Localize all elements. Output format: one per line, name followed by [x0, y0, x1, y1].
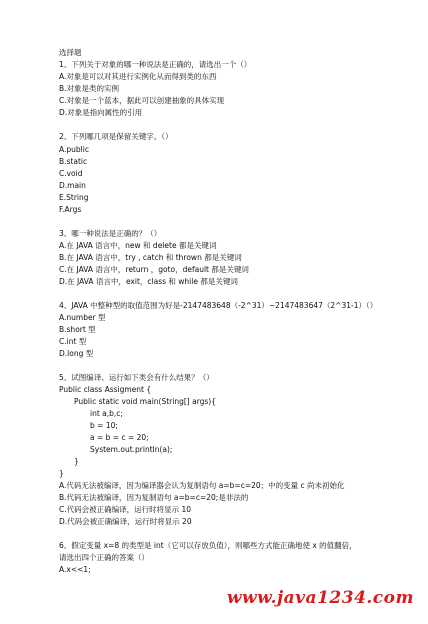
question-6-continued: 请选出四个正确的答案（） [59, 553, 149, 562]
option-line: C.对象是一个蓝本，据此可以创建抽象的具体实现 [59, 96, 225, 105]
watermark-logo: www.java1234.com [226, 588, 414, 608]
code-line: Public class Assigment { [59, 385, 152, 394]
code-line: a = b = c = 20; [90, 433, 149, 442]
code-line: System.out.println(a); [90, 445, 173, 454]
option-line: D.对象是指向属性的引用 [59, 108, 143, 117]
option-line: D.main [59, 181, 86, 190]
option-line: A.public [59, 145, 89, 154]
code-line: Public static void main(String[] args){ [74, 397, 217, 406]
option-line: B.在 JAVA 语言中，try , catch 和 thrown 都是关键词 [59, 253, 242, 262]
question-2: 2、下列哪几项是保留关键字。（） [59, 132, 173, 141]
option-line: D.代码会被正确编译，运行时将显示 20 [59, 517, 192, 526]
option-line: B.对象是类的实例 [59, 84, 120, 93]
option-line: C.在 JAVA 语言中，return ，goto，default 都是关键词 [59, 265, 249, 274]
option-line: E.String [59, 193, 89, 202]
option-line: B.代码无法被编译，因为复制语句 a=b=c=20;是非法的 [59, 493, 249, 502]
option-line: F.Args [59, 205, 82, 214]
option-line: A.在 JAVA 语言中，new 和 delete 都是关键词 [59, 241, 217, 250]
code-line: } [59, 469, 64, 478]
question-1: 1、下列关于对象的哪一种说法是正确的，请选出一个（） [59, 60, 252, 69]
option-line: A.x<<1; [59, 565, 91, 574]
section-heading: 选择题 [59, 48, 82, 57]
question-6: 6、假定变量 x=8 的类型是 int（它可以存放负值），则哪些方式能正确地使 x 的值翻倍， [59, 541, 357, 550]
option-line: C.代码会被正确编译，运行时将显示 10 [59, 505, 192, 514]
option-line: B.short 型 [59, 325, 96, 334]
option-line: C.int 型 [59, 337, 87, 346]
option-line: A.number 型 [59, 313, 106, 322]
question-3: 3、哪一种说法是正确的？（） [59, 229, 162, 238]
option-line: A.代码无法被编译，因为编译器会认为复制语句 a=b=c=20；中的变量 c 尚未初始化 [59, 481, 345, 490]
code-line: int a,b,c; [90, 409, 123, 418]
code-line: } [74, 457, 79, 466]
option-line: B.static [59, 157, 88, 166]
code-line: b = 10; [90, 421, 118, 430]
option-line: D.在 JAVA 语言中，exit，class 和 while 都是关键词 [59, 277, 238, 286]
option-line: C.void [59, 169, 83, 178]
option-line: A.对象是可以对其进行实例化从而得到类的东西 [59, 72, 217, 81]
question-5: 5、试图编译、运行如下类会有什么结果？（） [59, 373, 214, 382]
question-4: 4、JAVA 中整种型的取值范围为好是-2147483648（-2^31）~2147483647（2^31-1）（） [59, 301, 378, 310]
option-line: D.long 型 [59, 349, 94, 358]
